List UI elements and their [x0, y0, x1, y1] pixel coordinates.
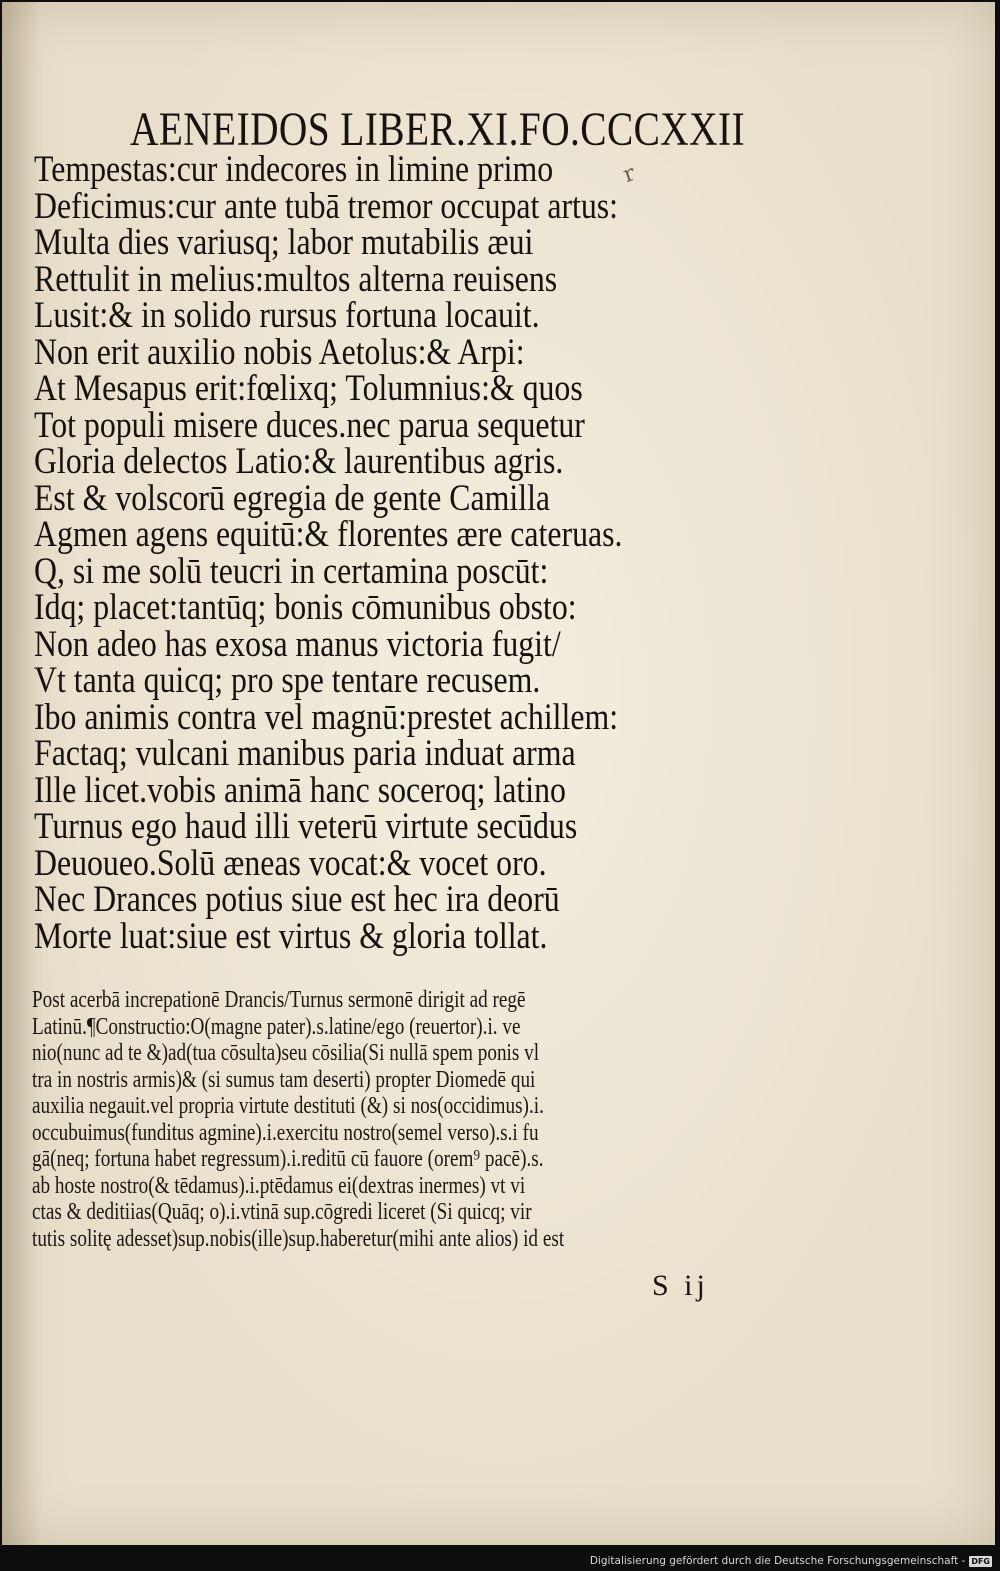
verse-line: Nec Drances potius siue est hec ira deorū [34, 879, 560, 920]
verse-line: Turnus ego haud illi veterū virtute secūdus [34, 806, 578, 847]
verse-line: Factaq; vulcani manibus paria induat arma [34, 733, 576, 774]
verse-line: Ille licet.vobis animā hanc soceroq; latino [34, 769, 566, 811]
commentary-line: tra in nostris armis)& (si sumus tam deserti) propter Diomedē qui [32, 1066, 536, 1093]
verse-line: Tempestas:cur indecores in limine primo [34, 149, 554, 190]
commentary-text [32, 987, 762, 1252]
verse-line: Tot populi misere duces.nec parua sequetur [34, 404, 585, 446]
book-page [2, 2, 995, 1545]
verse-line: Deficimus:cur ante tubā tremor occupat artus: [34, 185, 619, 227]
commentary-line: Latinū.¶Constructio:O(magne pater).s.latine/ego (reuertor).i. ve [32, 1013, 521, 1040]
verse-line: Lusit:& in solido rursus fortuna locauit. [34, 295, 540, 336]
verse-line: Multa dies variusq; labor mutabilis æui [34, 222, 534, 263]
commentary-line: occubuimus(funditus agmine).i.exercitu nostro(semel verso).s.i fu [32, 1119, 539, 1146]
footer-credit [590, 1555, 992, 1567]
commentary-line: ctas & deditiias(Quāq; o).i.vtinā sup.cōgredi liceret (Si quicq; vir [32, 1199, 532, 1225]
verse-line: Q, si me solū teucri in certamina poscūt: [34, 550, 549, 592]
verse-line: Est & volscorū egregia de gente Camilla [34, 477, 551, 519]
commentary-line: ab hoste nostro(& tēdamus).i.ptēdamus ei(dextras inermes) vt vi [32, 1172, 526, 1199]
verse-line: Non adeo has exosa manus victoria fugit/ [34, 623, 561, 665]
verse-line: Non erit auxilio nobis Aetolus:& Arpi: [34, 331, 525, 373]
verse-text [34, 149, 754, 957]
verse-line: Morte luat:siue est virtus & gloria tollat. [34, 915, 548, 957]
commentary-line: tutis solitę adesset)sup.nobis(ille)sup.haberetur(mihi ante alios) id est [32, 1225, 565, 1252]
commentary-line: auxilia negauit.vel propria virtute destituti (&) si nos(occidimus).i. [32, 1093, 544, 1119]
verse-line: At Mesapus erit:fœlixq; Tolumnius:& quos [34, 368, 583, 409]
margin-mark: r [620, 160, 639, 189]
signature-mark: S ij [652, 1269, 709, 1302]
verse-line: Rettulit in melius:multos alterna reuisens [34, 258, 558, 300]
footer-text: Digitalisierung gefördert durch die Deutsche Forschungsgemeinschaft - [589, 1555, 966, 1567]
verse-line: Idq; placet:tantūq; bonis cōmunibus obsto: [34, 587, 577, 628]
verse-line: Gloria delectos Latio:& laurentibus agris. [34, 441, 564, 482]
commentary-line: Post acerbā increpationē Drancis/Turnus sermonē dirigit ad regē [32, 987, 526, 1013]
verse-line: Vt tanta quicq; pro spe tentare recusem. [34, 660, 541, 701]
verse-line: Agmen agens equitū:& florentes ære cateruas. [34, 514, 623, 555]
verse-line: Deuoueo.Solū æneas vocat:& vocet oro. [34, 842, 547, 884]
verse-line: Ibo animis contra vel magnū:prestet achillem: [34, 696, 619, 738]
commentary-line: gā(neq; fortuna habet regressum).i.reditū cū fauore (orem⁹ pacē).s. [32, 1146, 544, 1172]
commentary-line: nio(nunc ad te &)ad(tua cōsulta)seu cōsilia(Si nullā spem ponis vl [32, 1040, 540, 1066]
running-head: AENEIDOS LIBER.XI.FO.CCCXXII [130, 103, 745, 156]
dfg-logo: DFG [971, 1556, 990, 1566]
